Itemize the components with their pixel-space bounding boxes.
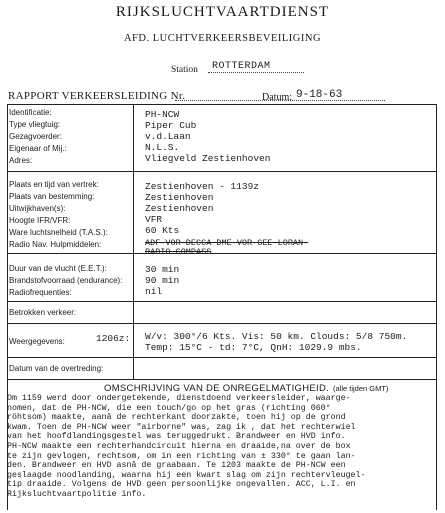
owner-value: N.L.S. bbox=[145, 142, 180, 153]
fuel-endurance-value: 90 min bbox=[145, 275, 180, 286]
flight-duration-label: Duur van de vlucht (E.E.T.): bbox=[9, 264, 107, 273]
alternate-label: Uitwijkhaven(s): bbox=[9, 204, 66, 213]
pilot-label: Gezagvoerder: bbox=[9, 132, 62, 141]
destination-value: Zestienhoven bbox=[145, 192, 214, 203]
narrative-title: OMSCHRIJVING VAN DE ONREGELMATIGHEID. bbox=[104, 383, 330, 394]
departure-label: Plaats en tijd van vertrek: bbox=[9, 180, 99, 189]
weather-line-1: W/v: 300°/6 Kts. Vis: 50 km. Clouds: 5/8 750m. bbox=[145, 331, 408, 342]
weather-line-2: Temp: 15°C - td: 7°C, QnH: 1029.9 mbs. bbox=[145, 342, 362, 353]
radio-frequencies-label: Radiofrequenties: bbox=[9, 288, 72, 297]
weather-time: 1206z: bbox=[96, 333, 131, 344]
departure-value: Zestienhoven - 1139z bbox=[145, 181, 260, 192]
weather-label: Weergegevens: bbox=[9, 337, 65, 346]
date-label: Datum: bbox=[262, 92, 292, 103]
pilot-value: v.d.Laan bbox=[145, 131, 191, 142]
narrative-line: Rijksluchtvaartpolitie info. bbox=[7, 489, 147, 499]
row-divider bbox=[7, 323, 437, 324]
airspeed-value: 60 Kts bbox=[145, 225, 180, 236]
radio-nav-struck-line2: RADIO COMPASS bbox=[145, 247, 212, 257]
narrative-line: röhtsom) maakte, aanâ de rechterkant doorzakte, toen hij op de grond bbox=[7, 413, 346, 423]
narrative-line: geslaagde noodlanding, waarna hij een kwart slag om zijn rechtervleugel- bbox=[7, 470, 366, 480]
alternate-value: Zestienhoven bbox=[145, 203, 214, 214]
address-value: Vliegveld Zestienhoven bbox=[145, 153, 271, 164]
destination-label: Plaats van bestemming: bbox=[9, 192, 95, 201]
flight-duration-value: 30 min bbox=[145, 264, 180, 275]
aircraft-type-value: Piper Cub bbox=[145, 120, 197, 131]
station-value: ROTTERDAM bbox=[212, 61, 271, 72]
aircraft-type-label: Type vliegtuig: bbox=[9, 120, 61, 129]
narrative-line: kwam. Toen de PH-NCW weer "airborne" was, zag ik , dat het rechterwiel bbox=[7, 422, 356, 432]
column-divider bbox=[133, 104, 134, 380]
violation-date-label: Datum van de overtreding: bbox=[9, 364, 104, 373]
narrative-line: PH-NCW maakte een rechterhandcircuit hierna en draaide,na over de box bbox=[7, 441, 351, 451]
row-divider bbox=[7, 253, 437, 254]
narrative-line: tip draaide. Volgens de HVD geen persoonlijke ongevallen. ACC, L.I. en bbox=[7, 480, 356, 490]
agency-title: RIJKSLUCHTVAARTDIENST bbox=[115, 4, 330, 20]
narrative-time-note: (alle tijden GMT) bbox=[333, 384, 389, 393]
station-underline bbox=[208, 72, 304, 73]
narrative-line: Om 1159 werd door ondergetekende, dienstdoend verkeersleider, waarge- bbox=[7, 394, 351, 403]
airspeed-label: Ware luchtsnelheid (T.A.S.): bbox=[9, 228, 108, 237]
owner-label: Eigenaar of Mij.: bbox=[9, 144, 67, 153]
narrative-text bbox=[7, 394, 439, 500]
narrative-line: nomen, dat de PH-NCW, die een touch/go op het gras (richting 060° bbox=[7, 403, 331, 413]
altitude-label: Hoogte IFR/VFR: bbox=[9, 216, 71, 225]
row-divider bbox=[7, 357, 437, 358]
department-subtitle: AFD. LUCHTVERKEERSBEVEILIGING bbox=[123, 33, 322, 44]
report-number-label: RAPPORT VERKEERSLEIDING Nr. bbox=[8, 90, 186, 102]
date-value: 9-18-63 bbox=[296, 89, 343, 101]
radio-frequencies-value: nil bbox=[145, 286, 163, 297]
narrative-line: te zijn gevlogen, rechtsom, om in een richting van ± 330° te gaan lan- bbox=[7, 451, 356, 461]
address-label: Adres: bbox=[9, 156, 33, 165]
narrative-line: den. Brandweer en HVD asnâ de graabaan. Te 1203 maakte de PH-NCW een bbox=[7, 461, 346, 471]
radio-nav-label: Radio Nav. Hulpmiddelen: bbox=[9, 240, 102, 249]
fuel-endurance-label: Brandstofvoorraad (endurance): bbox=[9, 276, 123, 285]
station-label: Station bbox=[171, 65, 198, 75]
row-divider bbox=[7, 301, 437, 302]
narrative-line: van het hoofdlandingsgestel was teruggedrukt. Brandweer en HVD info. bbox=[7, 432, 346, 442]
identification-value: PH-NCW bbox=[145, 109, 180, 120]
identification-label: Identificatie: bbox=[9, 108, 52, 117]
involved-traffic-label: Betrokken verkeer: bbox=[9, 308, 77, 317]
altitude-value: VFR bbox=[145, 214, 163, 225]
radio-nav-struck-line1: ADF-VOR-DECCA-DME-VOR-GEE-LORAN- bbox=[145, 238, 309, 248]
row-divider bbox=[7, 171, 437, 172]
